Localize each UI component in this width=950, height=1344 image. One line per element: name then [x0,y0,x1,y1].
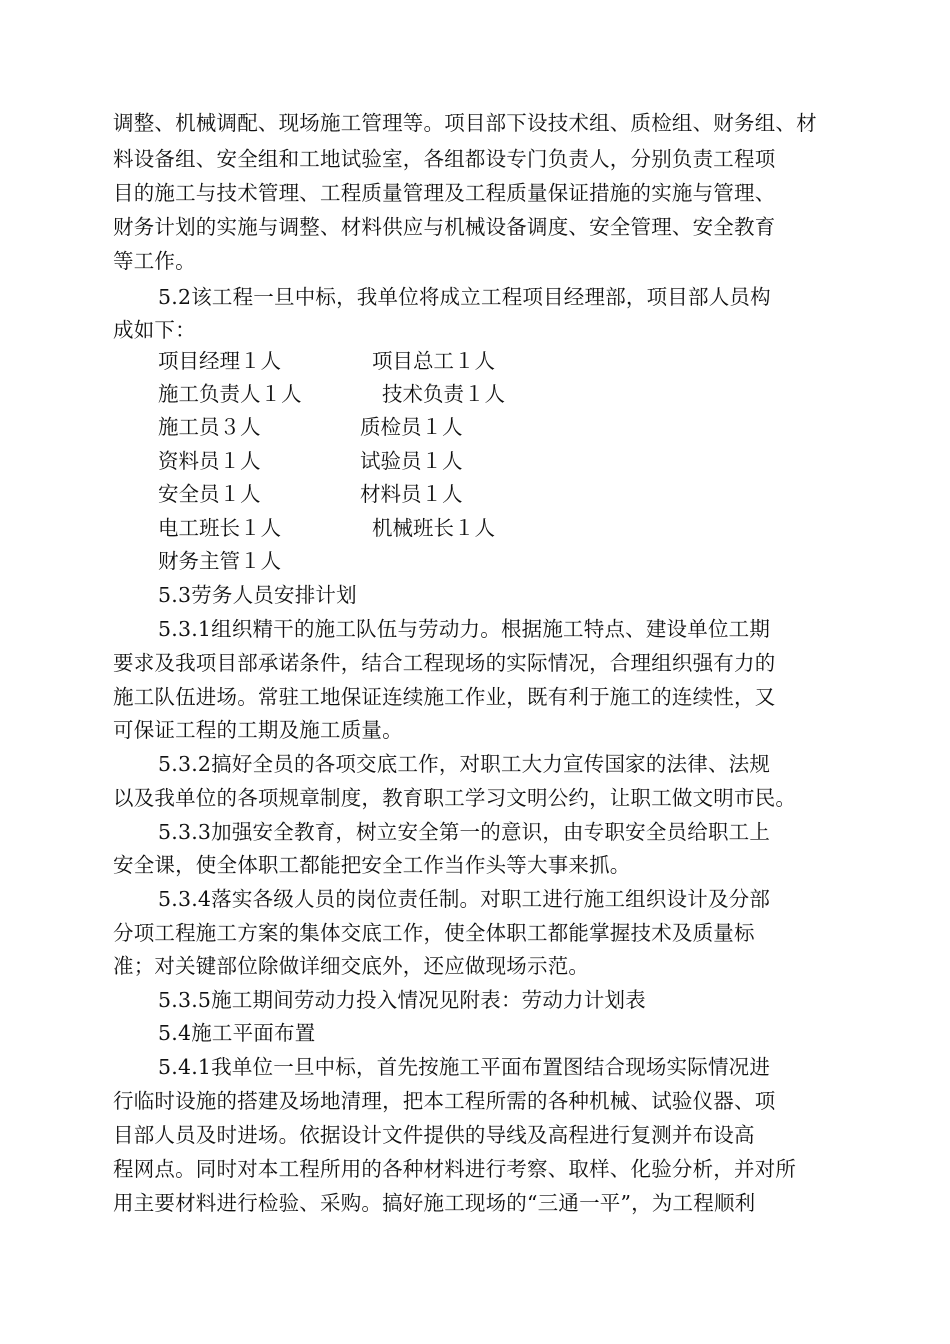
paragraph-line: 目的施工与技术管理、工程质量管理及工程质量保证措施的实施与管理、 [113,181,776,205]
staff-role: 资料员１人 [158,449,261,473]
paragraph-line: 5.2该工程一旦中标，我单位将成立工程项目经理部，项目部人员构 [158,285,771,309]
staff-role: 质检员１人 [360,415,463,439]
paragraph-line: 5.3.5施工期间劳动力投入情况见附表：劳动力计划表 [158,988,646,1012]
paragraph-line: 财务计划的实施与调整、材料供应与机械设备调度、安全管理、安全教育 [113,215,776,239]
paragraph-line: 程网点。同时对本工程所用的各种材料进行考察、取样、化验分析，并对所 [113,1157,797,1181]
paragraph-line: 5.4.1我单位一旦中标，首先按施工平面布置图结合现场实际情况进 [158,1055,771,1079]
paragraph-line: 5.3.1组织精干的施工队伍与劳动力。根据施工特点、建设单位工期 [158,617,771,641]
paragraph-line: 准；对关键部位除做详细交底外，还应做现场示范。 [113,954,590,978]
paragraph-line: 料设备组、安全组和工地试验室，各组都设专门负责人，分别负责工程项 [113,147,776,171]
staff-role: 财务主管１人 [158,549,281,573]
staff-role: 电工班长１人 [158,516,281,540]
section-heading: 5.3劳务人员安排计划 [158,583,357,607]
paragraph-line: 分项工程施工方案的集体交底工作，使全体职工都能掌握技术及质量标 [113,921,755,945]
staff-role: 机械班长１人 [372,516,495,540]
staff-role: 技术负责１人 [382,382,505,406]
paragraph-line: 要求及我项目部承诺条件，结合工程现场的实际情况，合理组织强有力的 [113,651,776,675]
paragraph-line: 成如下： [113,318,196,342]
paragraph-line: 用主要材料进行检验、采购。搞好施工现场的“三通一平”，为工程顺利 [113,1191,756,1215]
paragraph-line: 施工队伍进场。常驻工地保证连续施工作业，既有利于施工的连续性，又 [113,685,776,709]
staff-role: 项目总工１人 [372,349,495,373]
paragraph-line: 行临时设施的搭建及场地清理，把本工程所需的各种机械、试验仪器、项 [113,1089,776,1113]
staff-role: 项目经理１人 [158,349,281,373]
section-heading: 5.4施工平面布置 [158,1021,316,1045]
staff-role: 安全员１人 [158,482,261,506]
staff-role: 施工员３人 [158,415,261,439]
paragraph-line: 5.3.3加强安全教育，树立安全第一的意识，由专职安全员给职工上 [158,820,771,844]
paragraph-line: 5.3.4落实各级人员的岗位责任制。对职工进行施工组织设计及分部 [158,887,771,911]
staff-role: 试验员１人 [360,449,463,473]
paragraph-line: 调整、机械调配、现场施工管理等。项目部下设技术组、质检组、财务组、材 [113,111,817,135]
paragraph-line: 目部人员及时进场。依据设计文件提供的导线及高程进行复测并布设高 [113,1123,755,1147]
paragraph-line: 可保证工程的工期及施工质量。 [113,718,403,742]
paragraph-line: 等工作。 [113,249,196,273]
staff-role: 施工负责人１人 [158,382,302,406]
staff-role: 材料员１人 [360,482,463,506]
paragraph-line: 5.3.2搞好全员的各项交底工作，对职工大力宣传国家的法律、法规 [158,752,771,776]
paragraph-line: 安全课，使全体职工都能把安全工作当作头等大事来抓。 [113,853,631,877]
paragraph-line: 以及我单位的各项规章制度，教育职工学习文明公约，让职工做文明市民。 [113,786,797,810]
